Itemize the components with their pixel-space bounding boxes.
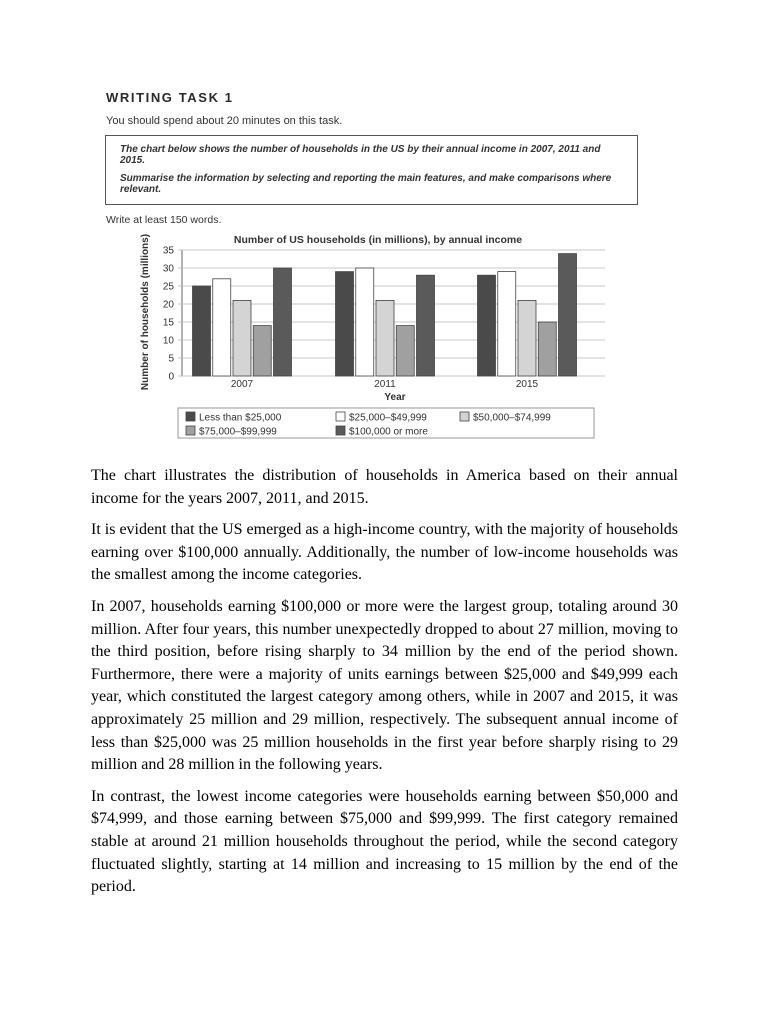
min-words-note: Write at least 150 words. [106, 214, 222, 226]
chart-xlabel: Year [384, 392, 406, 403]
prompt-description: The chart below shows the number of households in the US by their annual income in 2007, 2011 and 2015. [120, 144, 601, 166]
legend-swatch [336, 426, 345, 435]
x-tick-label: 2007 [230, 379, 254, 390]
prompt-instruction: Summarise the information by selecting and reporting the main features, and make comparisons where relevant. [120, 173, 612, 195]
legend-swatch [186, 426, 195, 435]
chart-ylabel: Number of households (millions) [140, 233, 151, 391]
bar [253, 326, 271, 376]
y-tick-label: 25 [162, 281, 174, 293]
y-tick-label: 15 [162, 317, 174, 329]
legend-label: $100,000 or more [349, 426, 428, 438]
legend-swatch [460, 412, 469, 421]
bar [274, 268, 292, 376]
legend-swatch [336, 412, 345, 421]
legend-label: $75,000–$99,999 [199, 426, 277, 438]
essay-paragraph-1: The chart illustrates the distribution of households in America based on their annual income for the years 2007, 2011, and 2015. [91, 467, 678, 507]
bar [498, 272, 516, 376]
bar [559, 254, 577, 376]
x-tick-label: 2015 [515, 379, 539, 390]
task-prompt-box [105, 135, 638, 205]
bar [376, 300, 394, 376]
y-tick-label: 30 [162, 263, 174, 275]
chart-title: Number of US households (in millions), by annual income [233, 234, 523, 246]
bar [518, 300, 536, 376]
bar [478, 275, 496, 376]
essay-paragraph-4: In contrast, the lowest income categories were households earning between $50,000 and $74,999, and those earning between $75,000 and $99,999. The first category remained stable at around 21 million households throughout the period, while the second category fluctuated slightly, starting at 14 million and increasing to 15 million by the end of the period. [91, 787, 678, 896]
y-tick-label: 10 [162, 335, 174, 347]
legend-label: $25,000–$49,999 [349, 412, 427, 424]
task-title: WRITING TASK 1 [106, 90, 234, 105]
y-tick-label: 5 [168, 353, 174, 365]
legend-label: $50,000–$74,999 [473, 412, 551, 424]
bar [213, 279, 231, 376]
legend-label: Less than $25,000 [199, 412, 282, 424]
bar [538, 322, 556, 376]
bar [233, 300, 251, 376]
essay [91, 465, 678, 908]
essay-paragraph-2: It is evident that the US emerged as a high-income country, with the majority of households earning over $100,000 annually. Additionally, the number of low-income households was the smallest among the income categories. [91, 521, 678, 584]
y-tick-label: 0 [168, 371, 174, 383]
y-tick-label: 35 [162, 245, 174, 257]
bar [356, 268, 374, 376]
bar [336, 272, 354, 376]
bar [396, 326, 414, 376]
bar [193, 286, 211, 376]
legend-swatch [186, 412, 195, 421]
task-time-note: You should spend about 20 minutes on this task. [106, 115, 343, 127]
y-tick-label: 20 [162, 299, 174, 311]
bar [417, 275, 435, 376]
x-tick-label: 2011 [374, 379, 396, 390]
essay-paragraph-3: In 2007, households earning $100,000 or more were the largest group, totaling around 30 million. After four years, this number unexpectedly dropped to about 27 million, moving to the third position, before rising sharply to 34 million by the end of the period shown. Furthermore, there were a majority of units earnings between $25,000 and $49,999 each year, which constituted the largest category among others, while in 2007 and 2015, it was approximately 25 million and 29 million, respectively. The subsequent annual income of less than $25,000 was 25 million households in the first year before sharply rising to 29 million and 28 million in the following years. [91, 597, 678, 774]
households-bar-chart [130, 230, 605, 440]
